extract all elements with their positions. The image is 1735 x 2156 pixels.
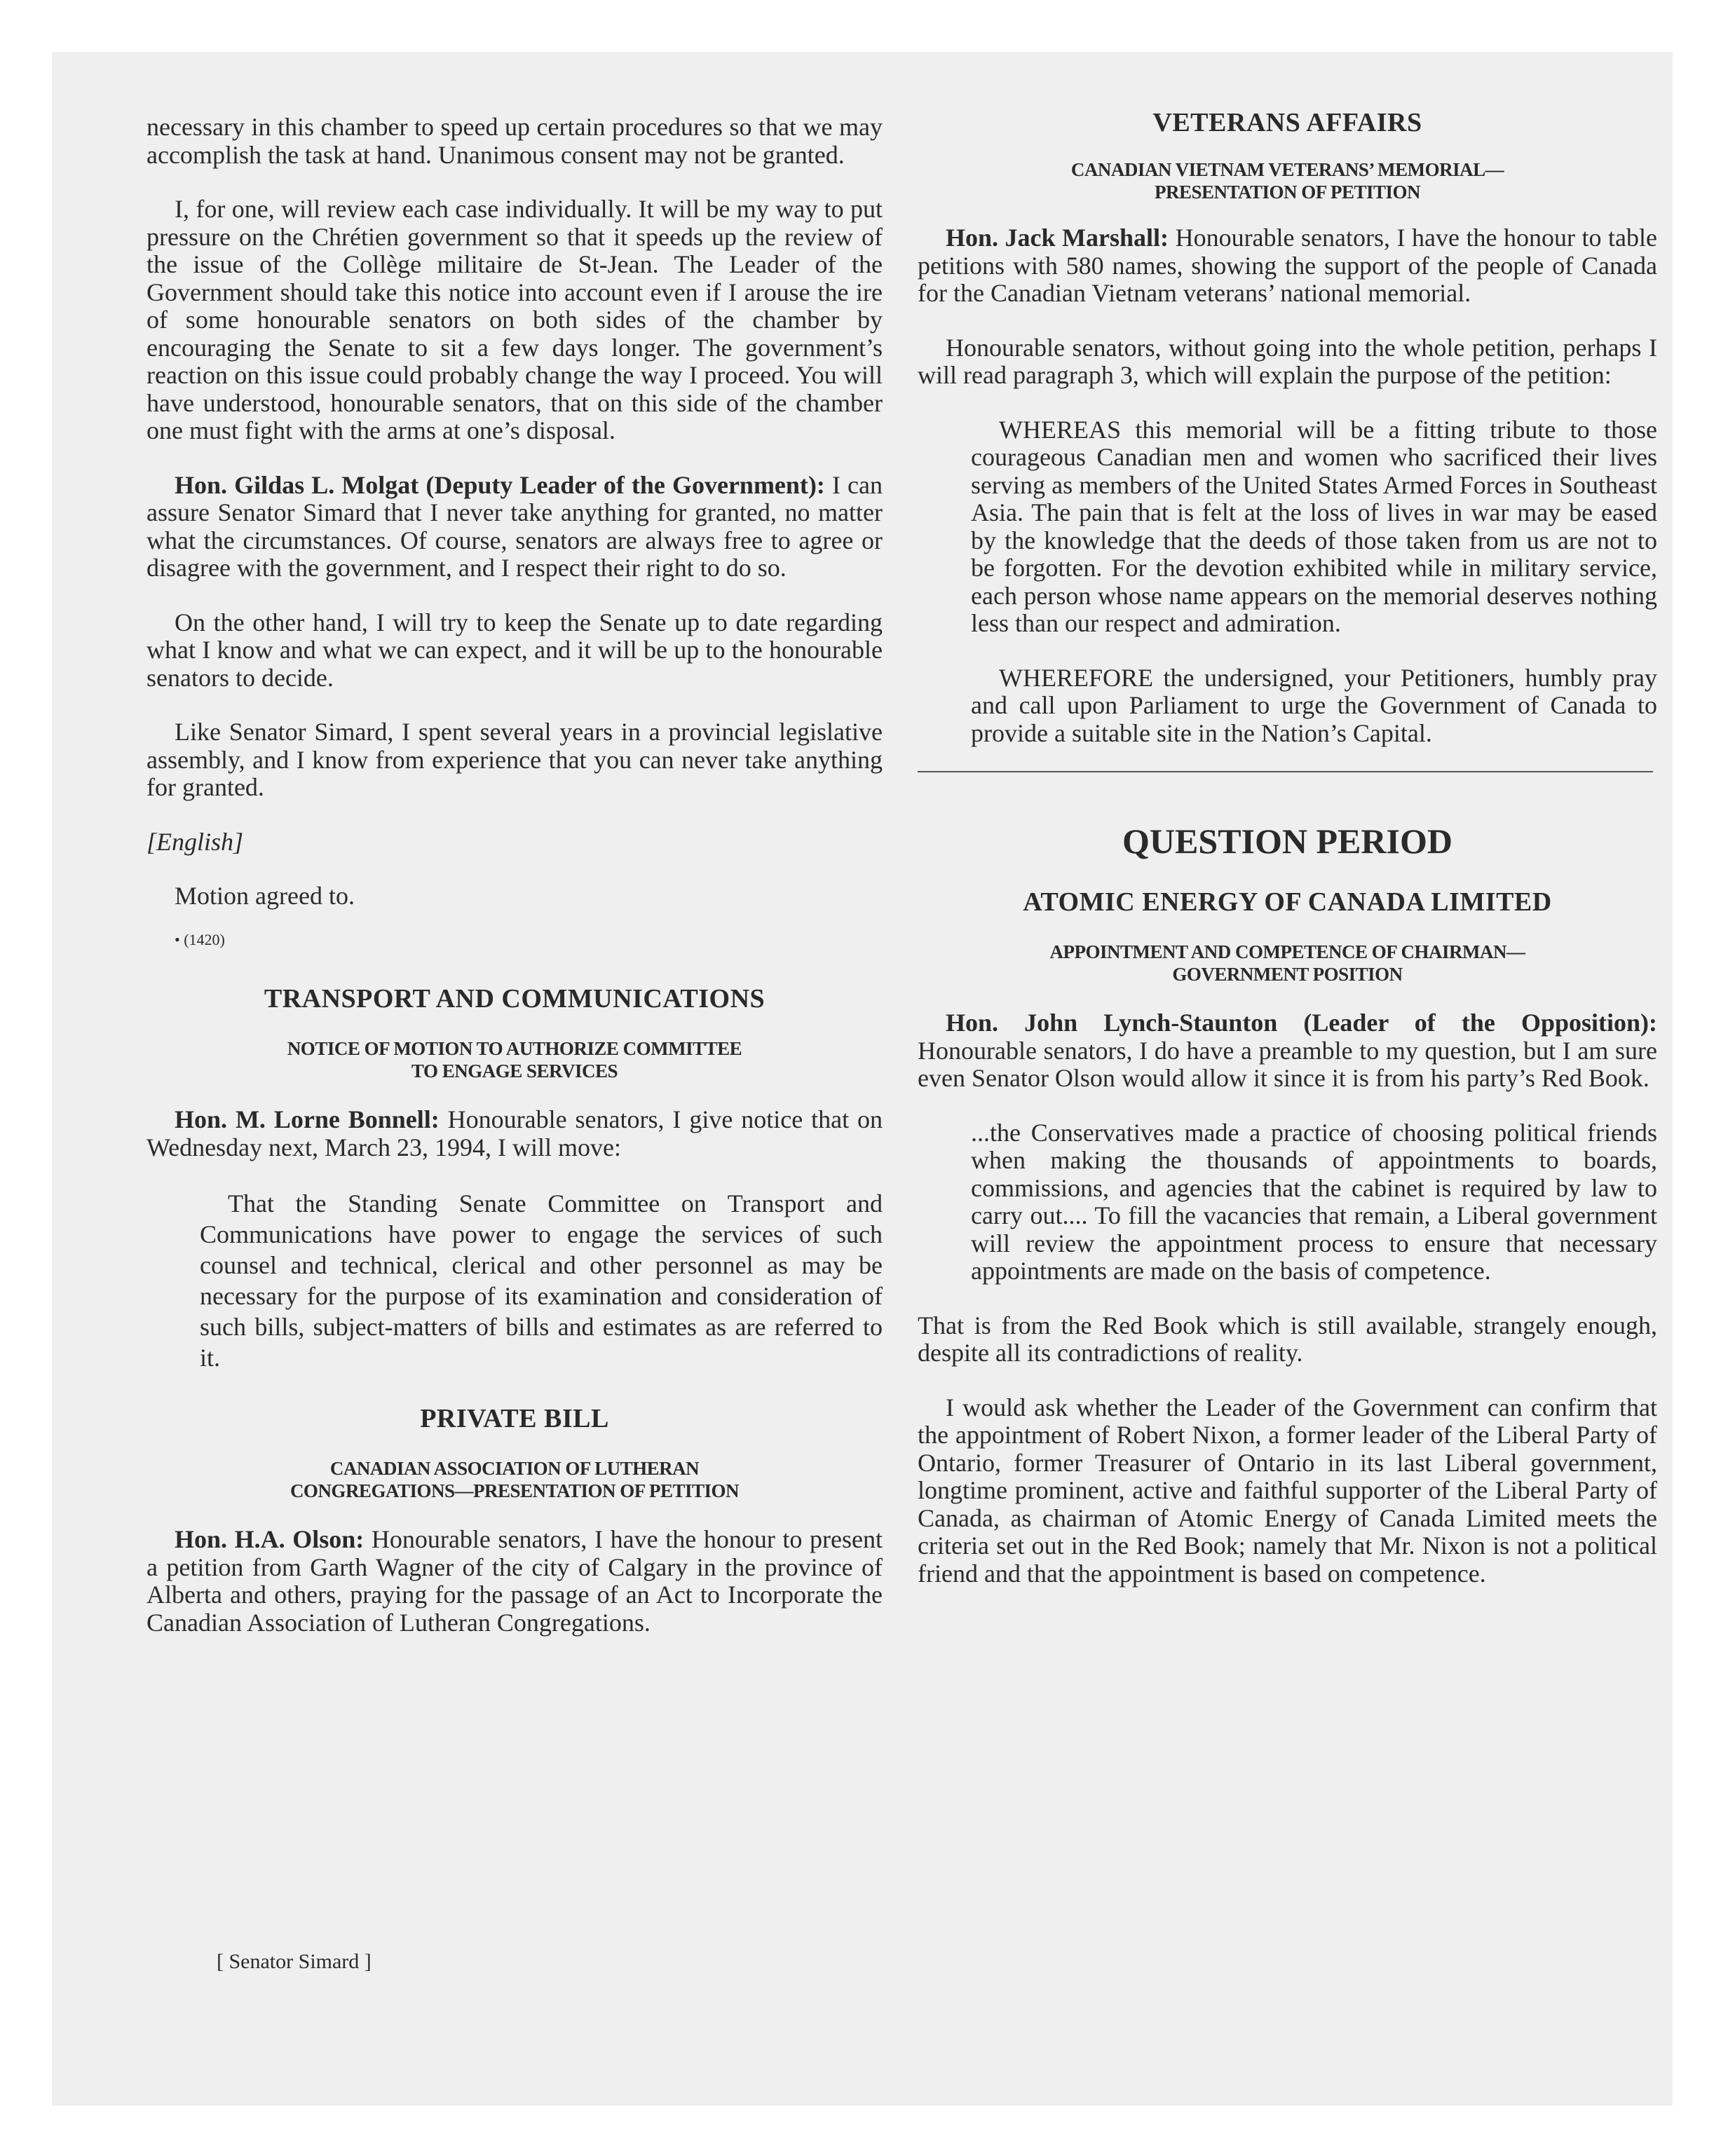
speaker-name: Hon. Jack Marshall: <box>946 224 1169 252</box>
subheading: NOTICE OF MOTION TO AUTHORIZE COMMITTEE <box>287 1038 742 1059</box>
page-footer: [ Senator Simard ] <box>217 1950 372 1973</box>
subheading: CONGREGATIONS—PRESENTATION OF PETITION <box>290 1480 740 1501</box>
red-book-quote: ...the Conservatives made a practice of choosing political friends when making the thousands of appointments to boards, commissions, and agencies that the cabinet is required by law to carry out.... To fill the vacancies that remain, a Liberal government will review the appointment process to ensure that necessary appointments are made on the basis of competence. <box>971 1118 1657 1285</box>
section-heading-aecl: ATOMIC ENERGY OF CANADA LIMITED <box>1023 887 1552 917</box>
paragraph: necessary in this chamber to speed up certain procedures so that we may accomplish the task at hand. Unanimous consent may not be granted. <box>147 113 883 169</box>
subheading: GOVERNMENT POSITION <box>1172 964 1403 985</box>
paragraph: That is from the Red Book which is still available, strangely enough, despite all its contradictions of reality. <box>918 1311 1657 1367</box>
paragraph <box>918 1009 1657 1093</box>
speaker-name: Hon. Gildas L. Molgat (Deputy Leader of the Government): <box>175 470 825 499</box>
speech-text: Honourable senators, I give notice that on Wednesday next, March 23, 1994, I will move: <box>147 1105 883 1161</box>
speaker-name: Hon. M. Lorne Bonnell: <box>175 1105 440 1133</box>
divider <box>918 771 1653 772</box>
subheading: APPOINTMENT AND COMPETENCE OF CHAIRMAN— <box>1049 941 1525 962</box>
speech-text: Honourable senators, I have the honour to table petitions with 580 names, showing the support of the people of Canada for the Canadian Vietnam veterans’ national memorial. <box>918 224 1657 307</box>
petition-quote: WHEREFORE the undersigned, your Petitioners, humbly pray and call upon Parliament to urge the Government of Canada to provide a suitable site in the Nation’s Capital. <box>971 663 1657 747</box>
paragraph: On the other hand, I will try to keep the Senate up to date regarding what I know and what we can expect, and it will be up to the honourable senators to decide. <box>147 608 883 692</box>
motion-text: Motion agreed to. <box>175 882 355 910</box>
speaker-name: Hon. H.A. Olson: <box>175 1525 365 1553</box>
speech-text: Honourable senators, I have the honour to present a petition from Garth Wagner of the city of Calgary in the province of Alberta and others, praying for the passage of an Act to Incorporate the Canadian Association of Lutheran Congregations. <box>147 1525 883 1637</box>
page <box>52 52 1673 2106</box>
paragraph <box>147 1106 883 1161</box>
subheading: PRESENTATION OF PETITION <box>1154 182 1421 203</box>
question-period-heading: QUESTION PERIOD <box>1122 821 1452 861</box>
speaker-name: Hon. John Lynch-Staunton (Leader of the Opposition): <box>946 1009 1657 1037</box>
speech-text: I can assure Senator Simard that I never take anything for granted, no matter what the circumstances. Of course, senators are always free to agree or disagree with the government, and I respect their right to do so. <box>147 470 883 582</box>
section-heading-private-bill: PRIVATE BILL <box>420 1404 609 1433</box>
speech-text: Honourable senators, I do have a preamble to my question, but I am sure even Senator Olson would allow it since it is from his party’s Red Book. <box>918 1036 1657 1092</box>
paragraph: Like Senator Simard, I spent several years in a provincial legislative assembly, and I know from experience that you can never take anything for granted. <box>147 718 883 801</box>
motion-quote: That the Standing Senate Committee on Transport and Communications have power to engage the services of such counsel and technical, clerical and other personnel as may be necessary for the purpose of its examination and consideration of such bills, subject-matters of bills and estimates as are referred to it. <box>200 1189 883 1372</box>
section-heading-transport: TRANSPORT AND COMMUNICATIONS <box>264 984 766 1014</box>
paragraph: I, for one, will review each case individually. It will be my way to put pressure on the Chrétien government so that it speeds up the review of the issue of the Collège militaire de St-Jean. The Leader of the Government should take this notice into account even if I arouse the ire of some honourable senators on both sides of the chamber by encouraging the Senate to sit a few days longer. The government’s reaction on this issue could probably change the way I proceed. You will have understood, honourable senators, that on this side of the chamber one must fight with the arms at one’s disposal. <box>147 195 883 444</box>
paragraph <box>918 224 1657 308</box>
right-column <box>918 108 1657 1588</box>
subheading: CANADIAN VIETNAM VETERANS’ MEMORIAL— <box>1070 159 1504 180</box>
left-column <box>147 114 883 1637</box>
subheading: CANADIAN ASSOCIATION OF LUTHERAN <box>329 1458 700 1479</box>
paragraph <box>147 472 883 582</box>
subheading: TO ENGAGE SERVICES <box>411 1060 618 1082</box>
time-marker: • (1420) <box>175 930 225 948</box>
paragraph <box>147 1526 883 1637</box>
paragraph: Honourable senators, without going into the whole petition, perhaps I will read paragraph 3, which will explain the purpose of the petition: <box>918 333 1657 389</box>
section-heading-veterans: VETERANS AFFAIRS <box>1152 108 1422 137</box>
language-tag: [English] <box>147 827 244 856</box>
petition-quote: WHEREAS this memorial will be a fitting tribute to those courageous Canadian men and women who sacrificed their lives serving as members of the United States Armed Forces in Southeast Asia. The pain that is felt at the loss of lives in war may be eased by the knowledge that the deeds of those taken from us are not to be forgotten. For the devotion exhibited while in military service, each person whose name appears on the memorial deserves nothing less than our respect and admiration. <box>971 415 1657 637</box>
paragraph: I would ask whether the Leader of the Government can confirm that the appointment of Robert Nixon, a former leader of the Liberal Party of Ontario, former Treasurer of Ontario in its last Liberal government, longtime prominent, active and faithful supporter of the Liberal Party of Canada, as chairman of Atomic Energy of Canada Limited meets the criteria set out in the Red Book; namely that Mr. Nixon is not a political friend and that the appointment is based on competence. <box>918 1393 1657 1588</box>
